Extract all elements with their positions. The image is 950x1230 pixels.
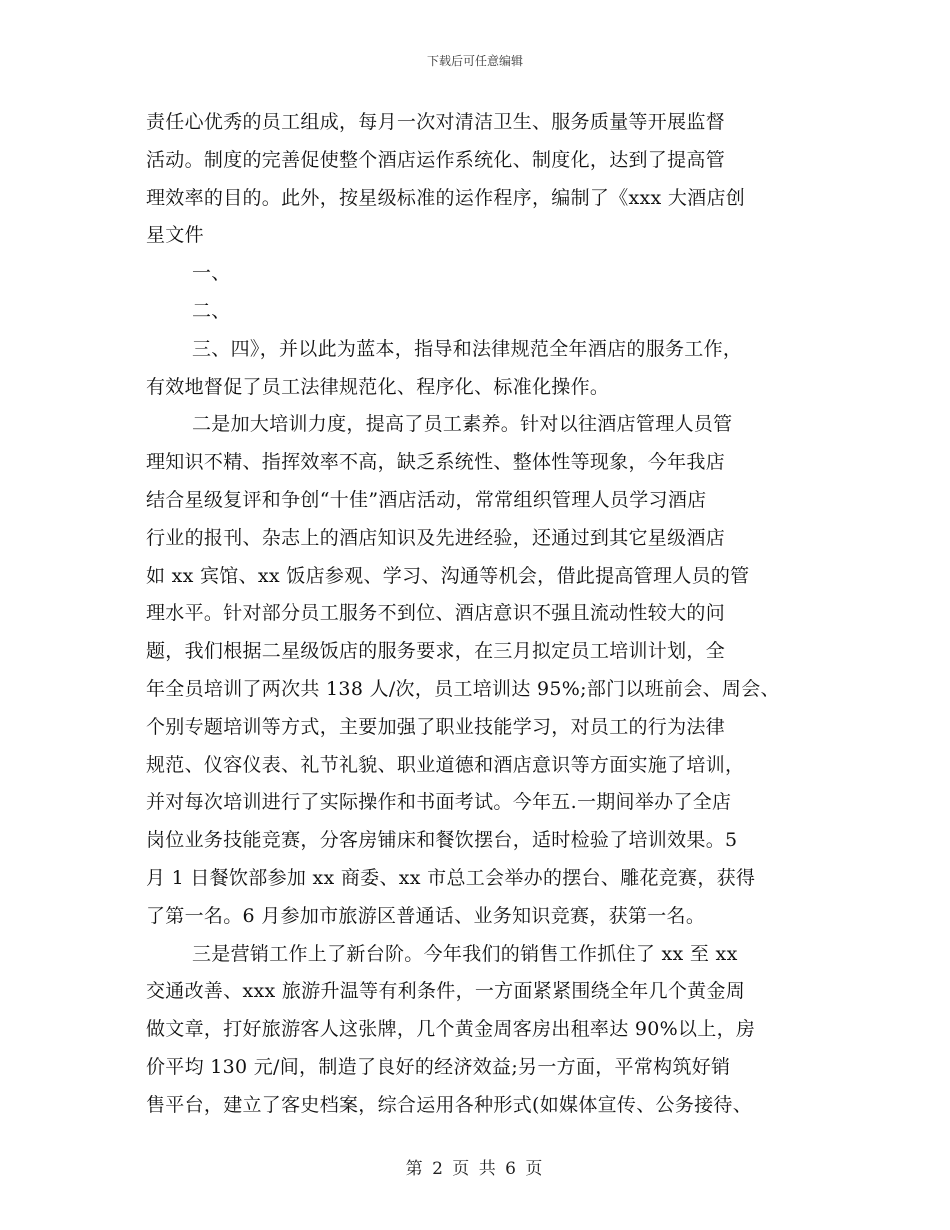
text-line: 星文件 bbox=[146, 224, 204, 247]
text-line: 二、 bbox=[192, 299, 231, 322]
text-line: 理知识不精、指挥效率不高，缺乏系统性、整体性等现象，今年我店 bbox=[146, 451, 726, 474]
text-line: 做文章，打好旅游客人这张牌，几个黄金周客房出租率达 90%以上，房 bbox=[146, 1018, 756, 1041]
text-line: 一、 bbox=[192, 262, 231, 285]
text-line: 有效地督促了员工法律规范化、程序化、标准化操作。 bbox=[146, 375, 610, 398]
text-line: 规范、仪容仪表、礼节礼貌、职业道德和酒店意识等方面实施了培训， bbox=[146, 753, 745, 776]
text-line: 了第一名。6 月参加市旅游区普通话、业务知识竞赛，获第一名。 bbox=[146, 904, 706, 927]
text-line: 理水平。针对部分员工服务不到位、酒店意识不强且流动性较大的问 bbox=[146, 602, 726, 625]
text-line: 岗位业务技能竞赛，分客房铺床和餐饮摆台，适时检验了培训效果。5 bbox=[146, 829, 738, 852]
text-line: 行业的报刊、杂志上的酒店知识及先进经验，还通过到其它星级酒店 bbox=[146, 526, 726, 549]
text-line: 二是加大培训力度，提高了员工素养。针对以往酒店管理人员管 bbox=[192, 413, 733, 436]
page-footer: 第 2 页 共 6 页 bbox=[405, 1159, 545, 1179]
document-body bbox=[146, 104, 826, 1125]
text-line: 月 1 日餐饮部参加 xx 商委、xx 市总工会举办的摆台、雕花竞赛，获得 bbox=[146, 866, 756, 889]
text-line: 题，我们根据二星级饭店的服务要求，在三月拟定员工培训计划，全 bbox=[146, 640, 726, 663]
text-line: 售平台，建立了客史档案，综合运用各种形式(如媒体宣传、公务接待、 bbox=[146, 1093, 753, 1116]
text-line: 年全员培训了两次共 138 人/次，员工培训达 95%;部门以班前会、周会、 bbox=[146, 677, 780, 700]
text-line: 三、四》，并以此为蓝本，指导和法律规范全年酒店的服务工作， bbox=[192, 337, 743, 360]
text-line: 如 xx 宾馆、xx 饭店参观、学习、沟通等机会，借此提高管理人员的管 bbox=[146, 564, 750, 587]
page-header: 下载后可任意编辑 bbox=[426, 54, 523, 68]
text-line: 并对每次培训进行了实际操作和书面考试。今年五.一期间举办了全店 bbox=[146, 791, 732, 814]
text-line: 三是营销工作上了新台阶。今年我们的销售工作抓住了 xx 至 xx bbox=[192, 942, 738, 965]
text-line: 责任心优秀的员工组成，每月一次对清洁卫生、服务质量等开展监督 bbox=[146, 111, 726, 133]
text-line: 理效率的目的。此外，按星级标准的运作程序，编制了《xxx 大酒店创 bbox=[146, 186, 746, 209]
text-line: 结合星级复评和争创“十佳”酒店活动，常常组织管理人员学习酒店 bbox=[146, 488, 707, 511]
text-line: 活动。制度的完善促使整个酒店运作系统化、制度化，达到了提高管 bbox=[146, 148, 726, 171]
text-line: 价平均 130 元/间，制造了良好的经济效益;另一方面，平常构筑好销 bbox=[146, 1055, 731, 1078]
text-line: 交通改善、xxx 旅游升温等有利条件，一方面紧紧围绕全年几个黄金周 bbox=[146, 980, 746, 1003]
text-line: 个别专题培训等方式，主要加强了职业技能学习，对员工的行为法律 bbox=[146, 715, 726, 738]
